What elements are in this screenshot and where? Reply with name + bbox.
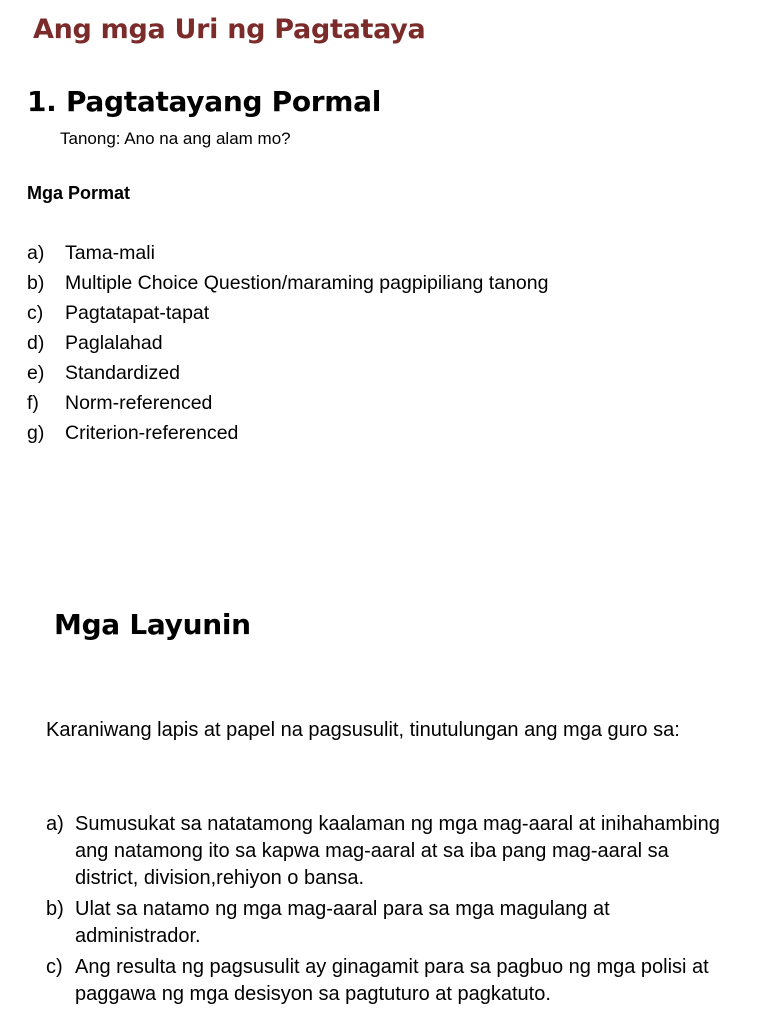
- list-item: [27, 271, 548, 301]
- list-marker: a): [46, 813, 64, 835]
- list-item: [46, 954, 726, 1008]
- list-item-text: Sumusukat sa natatamong kaalaman ng mga mag-aaral at inihahambing ang natamong ito sa kapwa mag-aaral at sa iba pang mag-aaral sa district, division,rehiyon o bansa.: [75, 813, 720, 889]
- list-item: [46, 896, 726, 950]
- list-item: [46, 811, 726, 892]
- list-marker: d): [27, 332, 45, 354]
- list-item: [27, 391, 548, 421]
- list-item-text: Tama-mali: [65, 242, 155, 264]
- guiding-question: Tanong: Ano na ang alam mo?: [60, 129, 291, 148]
- list-item: [27, 361, 548, 391]
- list-item-text: Paglalahad: [65, 332, 163, 354]
- list-marker: c): [46, 956, 63, 978]
- list-item-text: Ang resulta ng pagsusulit ay ginagamit para sa pagbuo ng mga polisi at paggawa ng mga desisyon sa pagtuturo at pagkatuto.: [75, 956, 709, 1005]
- section-heading-formal-assessment: 1. Pagtatayang Pormal: [27, 85, 382, 118]
- formats-label: Mga Pormat: [27, 183, 131, 203]
- list-marker: a): [27, 242, 45, 264]
- list-marker: e): [27, 362, 45, 384]
- list-marker: c): [27, 302, 44, 324]
- list-item-text: Pagtatapat-tapat: [65, 302, 210, 324]
- list-item-text: Standardized: [65, 362, 180, 384]
- list-marker: g): [27, 422, 45, 444]
- list-item: [27, 421, 548, 451]
- list-item: [27, 331, 548, 361]
- list-marker: b): [46, 898, 64, 920]
- list-marker: f): [27, 392, 39, 414]
- list-item: [27, 301, 548, 331]
- intro-paragraph: Karaniwang lapis at papel na pagsusulit, tinutulungan ang mga guro sa:: [46, 719, 680, 741]
- slide-title: Ang mga Uri ng Pagtataya: [33, 14, 426, 45]
- list-item: [27, 241, 548, 271]
- list-item-text: Norm-referenced: [65, 392, 213, 414]
- list-item-text: Multiple Choice Question/maraming pagpipiliang tanong: [65, 272, 549, 294]
- objective-list: [46, 811, 726, 1012]
- list-marker: b): [27, 272, 45, 294]
- section-heading-objectives: Mga Layunin: [54, 608, 251, 641]
- list-item-text: Criterion-referenced: [65, 422, 239, 444]
- format-list: [27, 241, 548, 451]
- list-item-text: Ulat sa natamo ng mga mag-aaral para sa mga magulang at administrador.: [75, 898, 610, 947]
